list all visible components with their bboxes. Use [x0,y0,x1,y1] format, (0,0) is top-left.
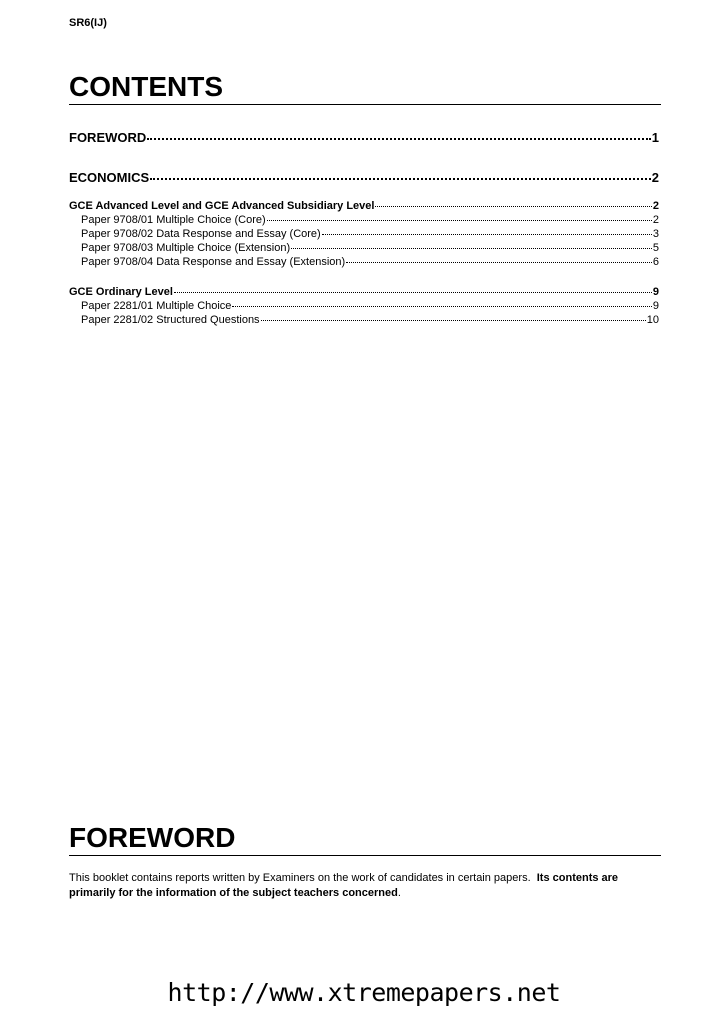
toc-leader-dots [267,210,652,221]
toc-page-number: 10 [646,313,659,326]
toc-leader-dots [346,252,652,263]
toc-entry-label: Paper 9708/03 Multiple Choice (Extension) [81,241,291,254]
toc-page-number: 2 [651,169,659,185]
foreword-text-plain: This booklet contains reports written by Examiners on the work of candidates in certain papers. [69,872,531,884]
toc-entry-foreword[interactable] [69,128,659,145]
toc-leader-dots [261,310,646,321]
toc-page-number: 9 [652,285,659,298]
toc-entry-label: GCE Ordinary Level [69,285,173,298]
foreword-paragraph [69,871,661,901]
toc-leader-dots [147,126,650,140]
toc-leader-dots [150,166,651,180]
toc-leader-dots [291,238,652,249]
toc-leader-dots [232,296,651,307]
toc-entry-label: Paper 9708/01 Multiple Choice (Core) [81,213,266,226]
toc-page-number: 6 [652,255,659,268]
foreword-heading: FOREWORD [69,823,661,856]
toc-entry-economics[interactable] [69,168,659,185]
toc-entry-label: Paper 2281/01 Multiple Choice [81,299,232,312]
toc-entry-label: GCE Advanced Level and GCE Advanced Subsidiary Level [69,199,375,212]
foreword-text-bold: Its contents are primarily for the information of the subject teachers concerned [69,872,619,899]
toc-entry-label: Paper 2281/02 Structured Questions [81,313,260,326]
toc-leader-dots [375,196,651,207]
toc-leader-dots [174,282,652,293]
toc-entry-label: Paper 9708/04 Data Response and Essay (Extension) [81,255,346,268]
toc-leader-dots [322,224,652,235]
contents-heading: CONTENTS [69,72,661,105]
toc-page-number: 9 [652,299,659,312]
toc-entry-label: FOREWORD [69,129,147,145]
toc-entry-paper-2281-02[interactable] [81,312,659,326]
toc-page-number: 2 [652,199,659,212]
toc-page-number: 2 [652,213,659,226]
toc-page-number: 1 [651,129,659,145]
toc-page-number: 3 [652,227,659,240]
footer-url-link[interactable]: http://www.xtremepapers.net [167,978,561,1007]
toc-entry-label: Paper 9708/02 Data Response and Essay (Core) [81,227,321,240]
toc-entry-paper-9708-04[interactable] [81,254,659,268]
toc-entry-label: ECONOMICS [69,169,150,185]
foreword-text-end: . [397,887,401,899]
document-code: SR6(IJ) [69,17,107,29]
toc-page-number: 5 [652,241,659,254]
